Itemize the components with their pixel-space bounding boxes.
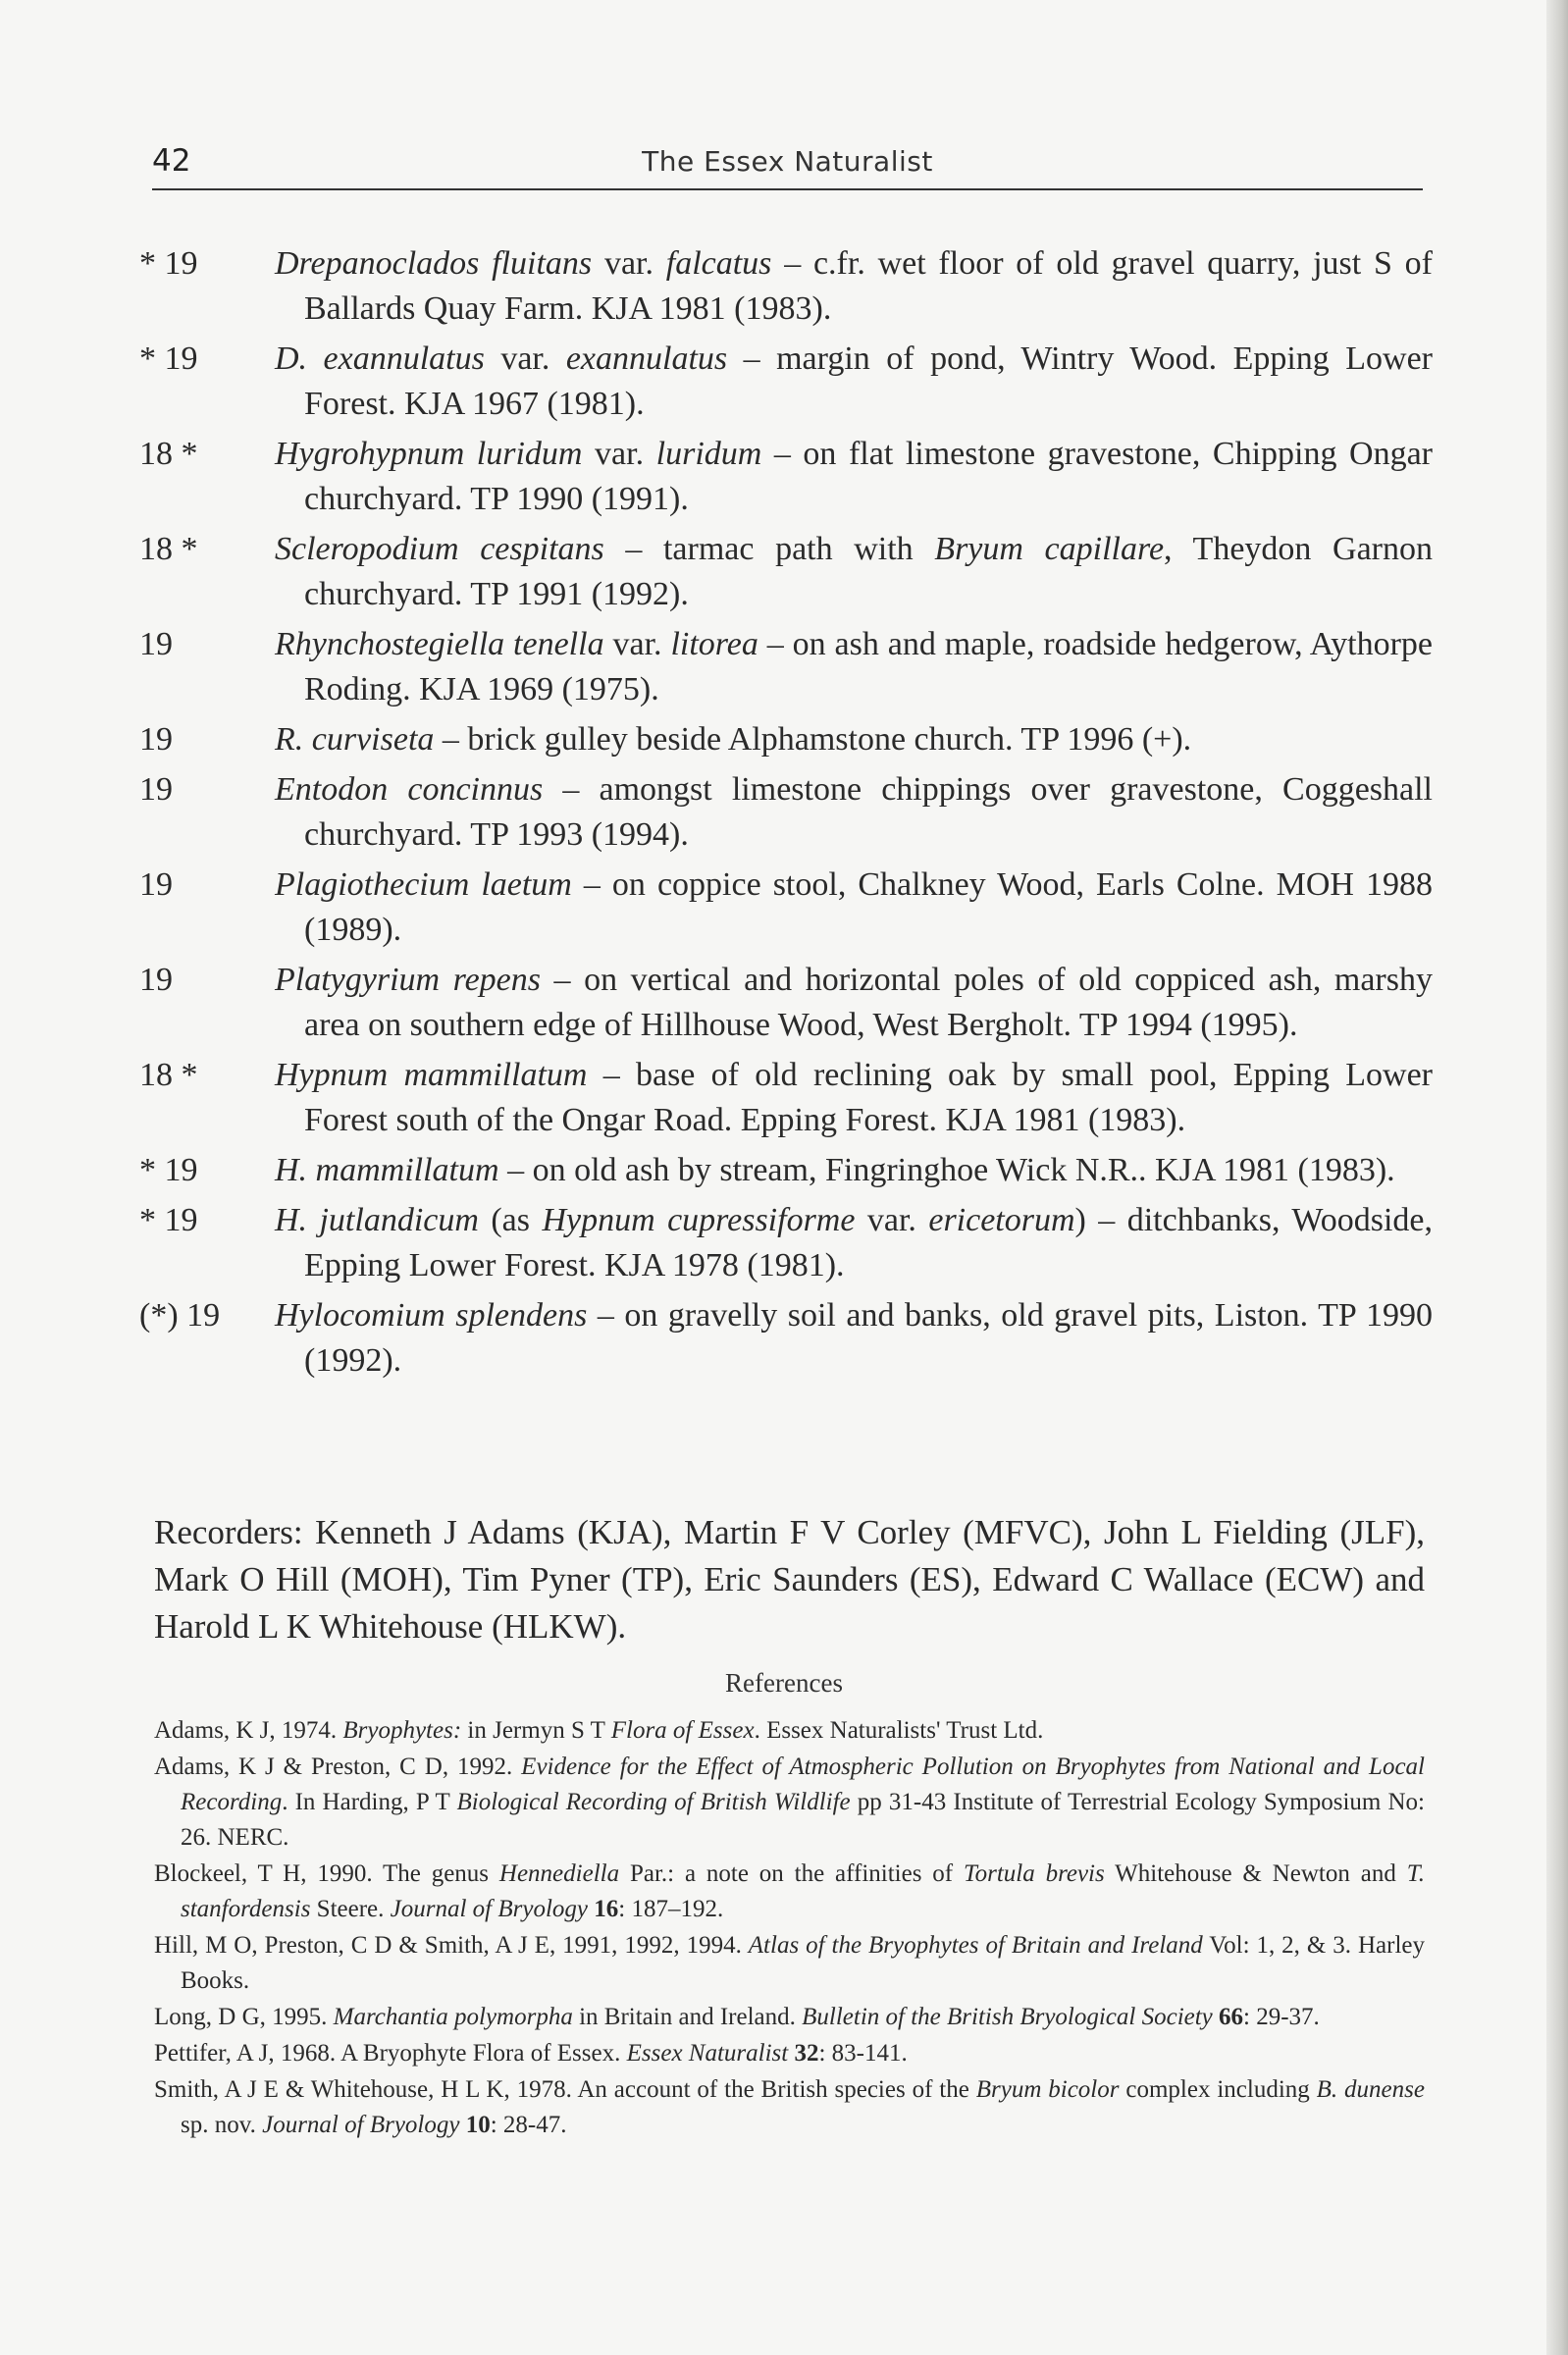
record-status-marks: 18 *: [139, 531, 198, 567]
reference-entry: Long, D G, 1995. Marchantia polymorpha in Britain and Ireland. Bulletin of the British Bryological Society 66: 29-37.: [154, 2004, 1320, 2030]
page-edge-shadow: [1546, 0, 1568, 2355]
record-text: R. curviseta – brick gulley beside Alphamstone church. TP 1996 (+).: [275, 721, 1192, 758]
record-status-marks: 19: [139, 866, 173, 903]
reference-entry: Pettifer, A J, 1968. A Bryophyte Flora of Essex. Essex Naturalist 32: 83-141.: [154, 2040, 908, 2067]
record-text: Platygyrium repens – on vertical and horizontal poles of old coppiced ash, marshy area on southern edge of Hillhouse Wood, West Bergholt. TP 1994 (1995).: [275, 962, 1433, 1043]
record-status-marks: 18 *: [139, 436, 198, 472]
species-record: [139, 337, 1433, 427]
species-record: [139, 1198, 1433, 1288]
record-text: Plagiothecium laetum – on coppice stool, Chalkney Wood, Earls Colne. MOH 1988 (1989).: [275, 866, 1433, 948]
reference-entry: Adams, K J & Preston, C D, 1992. Evidence for the Effect of Atmospheric Pollution on Bryophytes from National and Local Recording. In Harding, P T Biological Recording of British Wildlife pp 31-43 Institute of Terrestrial Ecology Symposium No: 26. NERC.: [154, 1753, 1426, 1851]
record-status-marks: 19: [139, 626, 173, 662]
record-text: Hylocomium splendens – on gravelly soil and banks, old gravel pits, Liston. TP 1990 (1992).: [275, 1297, 1433, 1379]
record-status-marks: * 19: [139, 340, 198, 377]
species-record: [139, 717, 1433, 762]
record-status-marks: 18 *: [139, 1057, 198, 1093]
species-record: [139, 1053, 1433, 1143]
species-record: [139, 622, 1434, 712]
record-text: Hypnum mammillatum – base of old reclining oak by small pool, Epping Lower Forest south of the Ongar Road. Epping Forest. KJA 1981 (1983).: [275, 1057, 1433, 1138]
recorders-paragraph: Recorders: Kenneth J Adams (KJA), Martin F V Corley (MFVC), John L Fielding (JLF), Mark O Hill (MOH), Tim Pyner (TP), Eric Saunders (ES), Edward C Wallace (ECW) and Harold L K Whitehouse (HLKW).: [154, 1513, 1425, 1646]
record-text: Drepanoclados fluitans var. falcatus – c.fr. wet floor of old gravel quarry, just S of Ballards Quay Farm. KJA 1981 (1983).: [275, 245, 1433, 327]
record-status-marks: 19: [139, 721, 173, 758]
references-list: [154, 1713, 1425, 2144]
species-record: [139, 767, 1433, 858]
reference-entry: Hill, M O, Preston, C D & Smith, A J E, 1991, 1992, 1994. Atlas of the Bryophytes of Britain and Ireland Vol: 1, 2, & 3. Harley Books.: [154, 1932, 1426, 1994]
record-text: Hygrohypnum luridum var. luridum – on flat limestone gravestone, Chipping Ongar churchyard. TP 1990 (1991).: [275, 436, 1433, 517]
record-status-marks: * 19: [139, 245, 198, 282]
record-text: D. exannulatus var. exannulatus – margin of pond, Wintry Wood. Epping Lower Forest. KJA 1967 (1981).: [275, 340, 1433, 422]
record-text: Entodon concinnus – amongst limestone chippings over gravestone, Coggeshall churchyard. TP 1993 (1994).: [275, 771, 1433, 853]
references-heading: References: [725, 1668, 843, 1698]
record-status-marks: (*) 19: [139, 1297, 221, 1334]
record-status-marks: * 19: [139, 1152, 198, 1188]
page-number: 42: [152, 143, 191, 179]
species-record: [139, 1148, 1433, 1193]
record-text: H. jutlandicum (as Hypnum cupressiforme var. ericetorum) – ditchbanks, Woodside, Epping Lower Forest. KJA 1978 (1981).: [275, 1202, 1433, 1283]
reference-entry: Adams, K J, 1974. Bryophytes: in Jermyn S T Flora of Essex. Essex Naturalists' Trust Ltd.: [154, 1717, 1044, 1744]
record-text: Rhynchostegiella tenella var. litorea – on ash and maple, roadside hedgerow, Aythorpe Roding. KJA 1969 (1975).: [275, 626, 1434, 707]
record-text: Scleropodium cespitans – tarmac path with Bryum capillare, Theydon Garnon churchyard. TP 1991 (1992).: [275, 531, 1433, 612]
running-header: [152, 139, 1423, 190]
record-status-marks: 19: [139, 771, 173, 808]
species-record: [139, 1293, 1433, 1384]
record-status-marks: * 19: [139, 1202, 198, 1238]
reference-entry: Blockeel, T H, 1990. The genus Hennediella Par.: a note on the affinities of Tortula brevis Whitehouse & Newton and T. stanfordensis Steere. Journal of Bryology 16: 187–192.: [154, 1860, 1425, 1922]
species-record: [139, 863, 1433, 953]
record-text: H. mammillatum – on old ash by stream, Fingringhoe Wick N.R.. KJA 1981 (1983).: [275, 1152, 1395, 1188]
species-record: [139, 432, 1433, 522]
species-record: [139, 958, 1433, 1048]
species-record: [139, 241, 1433, 332]
journal-title: The Essex Naturalist: [642, 145, 933, 178]
species-records-list: [139, 241, 1434, 1388]
record-status-marks: 19: [139, 962, 173, 998]
reference-entry: Smith, A J E & Whitehouse, H L K, 1978. An account of the British species of the Bryum bicolor complex including B. dunense sp. nov. Journal of Bryology 10: 28-47.: [154, 2076, 1425, 2138]
species-record: [139, 527, 1433, 617]
